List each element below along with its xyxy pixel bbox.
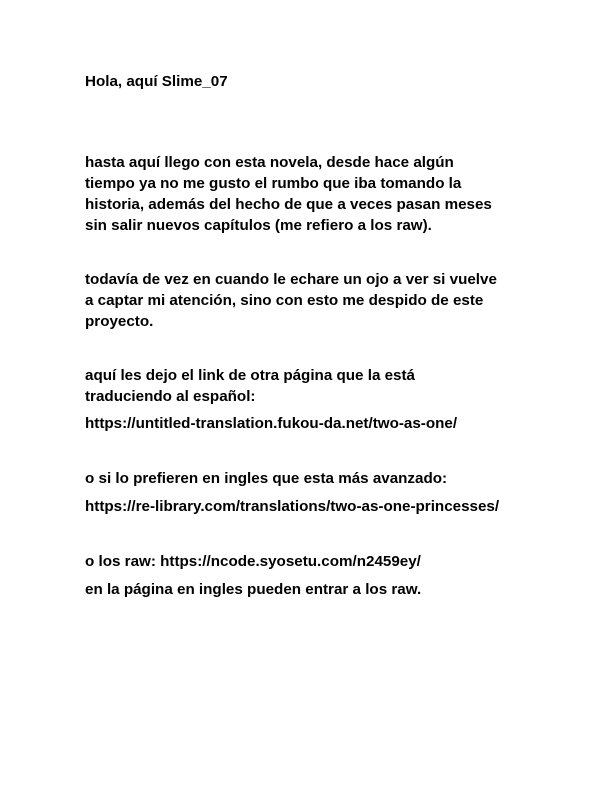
paragraph2-line3: proyecto. [85, 313, 154, 330]
english-intro: o si lo prefieren en ingles que esta más avanzado: [85, 470, 448, 487]
paragraph1-line2: tiempo ya no me gusto el rumbo que iba tomando la [85, 175, 462, 192]
raw-note: en la página en ingles pueden entrar a los raw. [85, 581, 422, 598]
paragraph1-line3: historia, además del hecho de que a veces pasan meses [85, 196, 492, 213]
raw-link-line: o los raw: https://ncode.syosetu.com/n2459ey/ [85, 553, 421, 570]
paragraph1-line1: hasta aquí llego con esta novela, desde hace algún [85, 154, 454, 171]
paragraph3-line1: aquí les dejo el link de otra página que la está [85, 367, 416, 384]
paragraph1-line4: sin salir nuevos capítulos (me refiero a los raw). [85, 217, 432, 234]
english-translation-link: https://re-library.com/translations/two-as-one-princesses/ [85, 498, 500, 515]
spanish-translation-link: https://untitled-translation.fukou-da.net/two-as-one/ [85, 415, 458, 432]
paragraph2-line2: a captar mi atención, sino con esto me despido de este [85, 292, 484, 309]
paragraph3-line2: traduciendo al español: [85, 388, 256, 405]
greeting-heading: Hola, aquí Slime_07 [85, 73, 228, 90]
paragraph2-line1: todavía de vez en cuando le echare un ojo a ver si vuelve [85, 271, 497, 288]
